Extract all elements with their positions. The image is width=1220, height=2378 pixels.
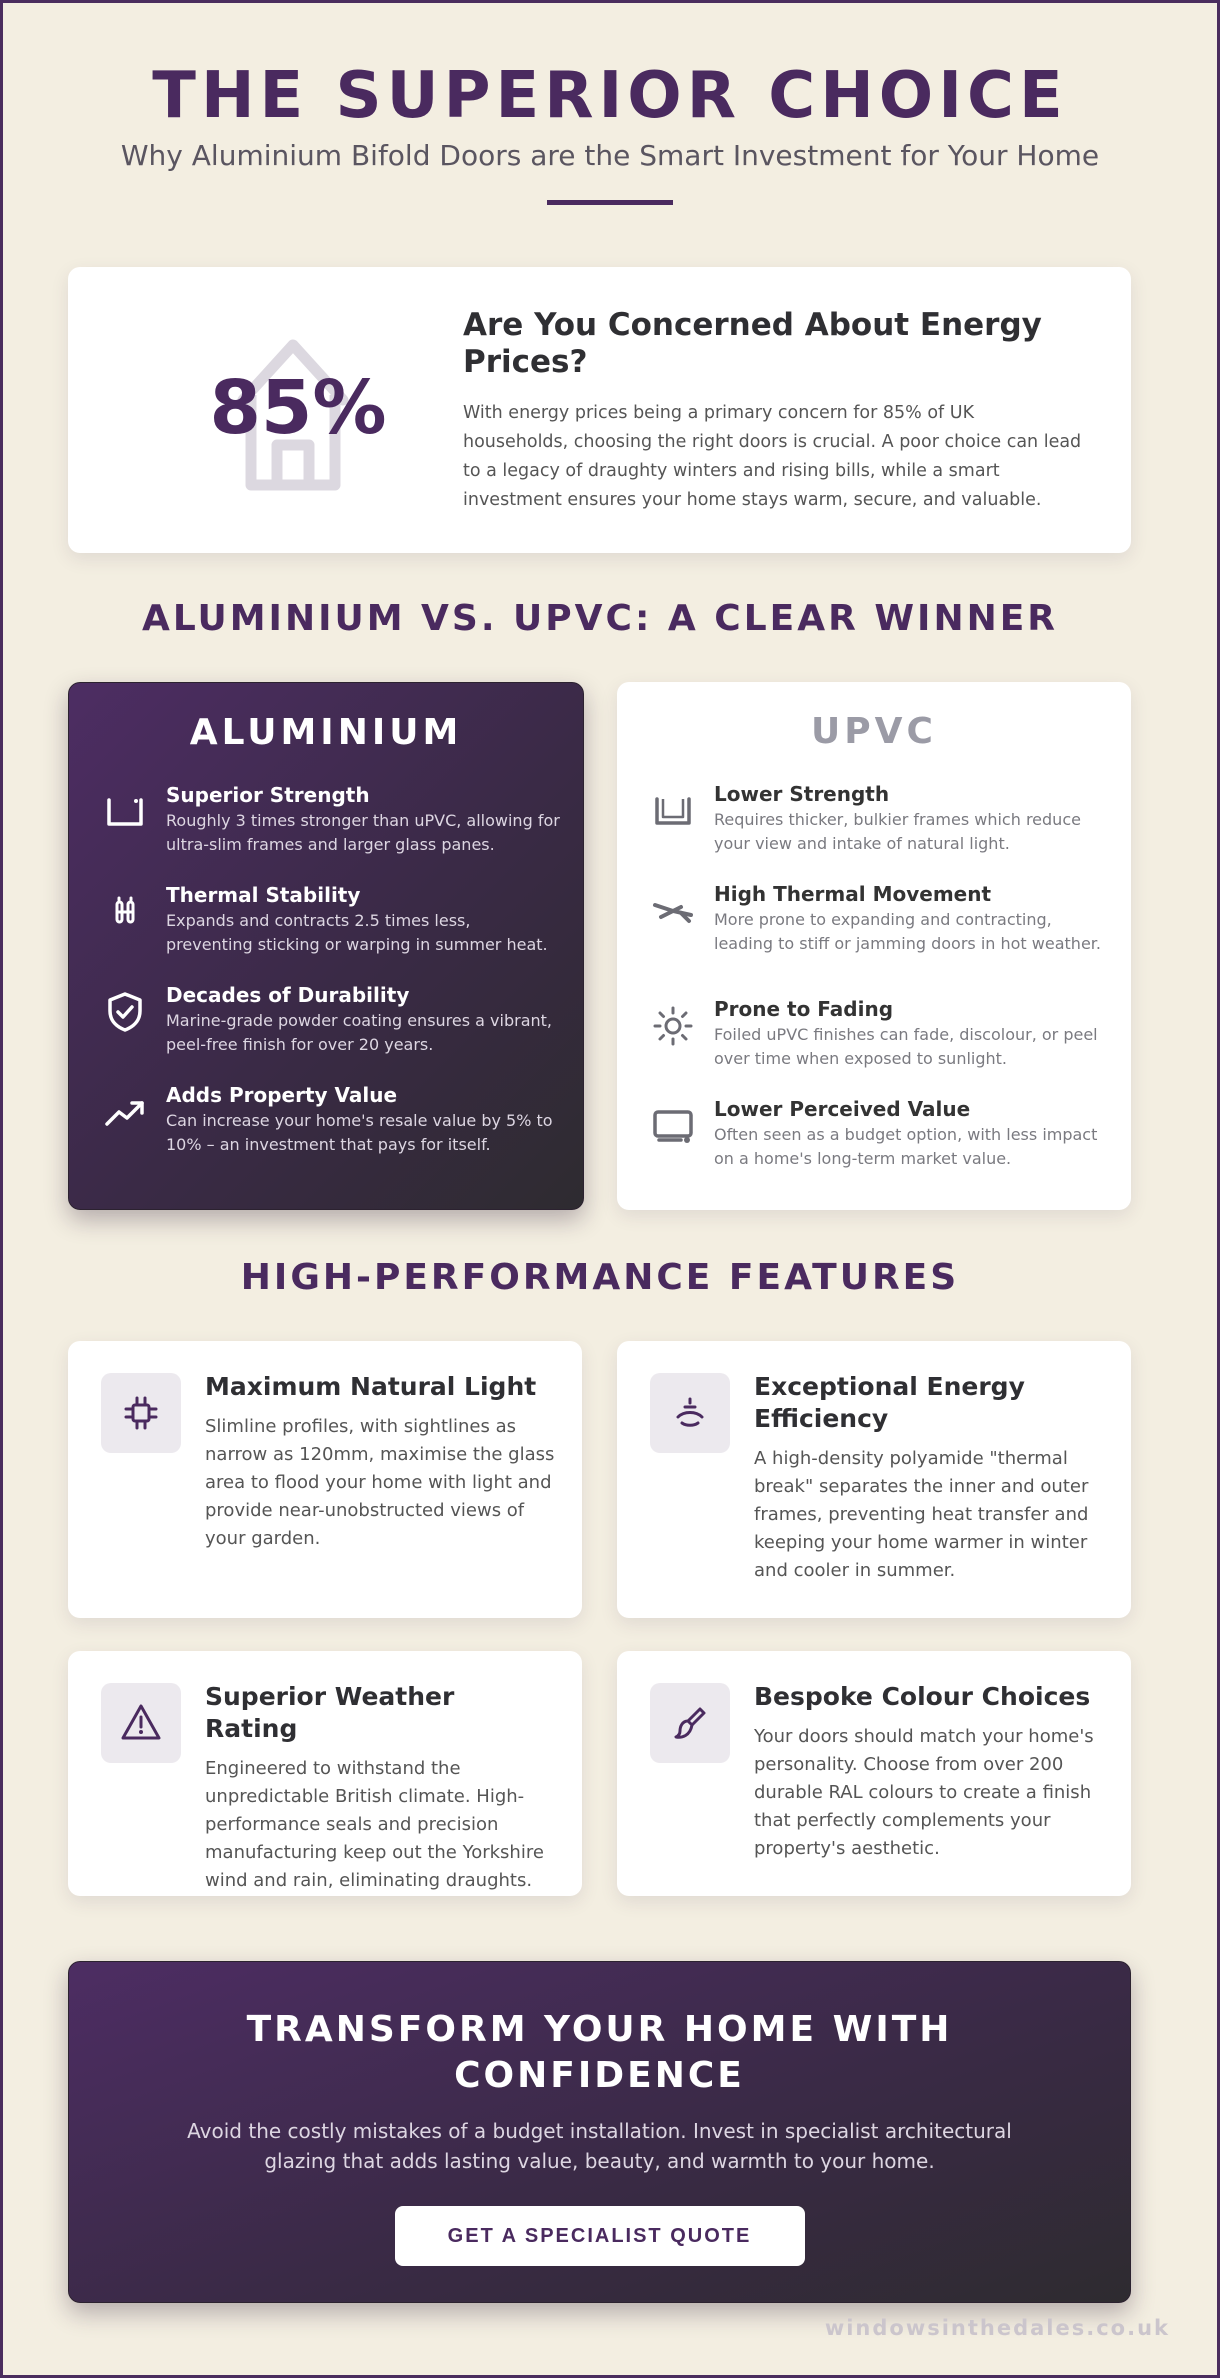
page-title: THE SUPERIOR CHOICE bbox=[152, 59, 1068, 133]
feature-desc: Your doors should match your home's personality. Choose from over 200 durable RAL colours to create a finish that perfectly complements your property's aesthetic. bbox=[754, 1726, 1094, 1859]
energy-concern-card bbox=[68, 267, 1131, 553]
aluminium-card bbox=[68, 682, 584, 1210]
list-item bbox=[69, 882, 583, 982]
item-desc: Marine-grade powder coating ensures a vibrant, peel-free finish for over 20 years. bbox=[166, 1011, 552, 1054]
feature-icon-box bbox=[101, 1373, 181, 1453]
features-title: HIGH-PERFORMANCE FEATURES bbox=[240, 1257, 960, 1298]
feature-text bbox=[205, 1681, 555, 1895]
energy-stat: 85% bbox=[209, 365, 387, 451]
feature-icon-box bbox=[101, 1683, 181, 1763]
get-quote-button[interactable]: GET A SPECIALIST QUOTE bbox=[395, 2206, 805, 2266]
item-desc: Foiled uPVC finishes can fade, discolour, or peel over time when exposed to sunlight. bbox=[714, 1025, 1098, 1068]
energy-heading: Are You Concerned About Energy Prices? bbox=[463, 307, 1042, 380]
feature-desc: Slimline profiles, with sightlines as narrow as 120mm, maximise the glass area to flood your home with light and provide near-unobstructed views of your garden. bbox=[205, 1416, 555, 1549]
item-name: Adds Property Value bbox=[166, 1083, 398, 1107]
upvc-heading: UPVC bbox=[811, 711, 937, 752]
feature-text bbox=[754, 1371, 1104, 1585]
upvc-card bbox=[617, 682, 1131, 1210]
item-desc: Can increase your home's resale value by 5% to 10% – an investment that pays for itself. bbox=[166, 1111, 553, 1154]
item-name: Decades of Durability bbox=[166, 983, 410, 1007]
header bbox=[0, 58, 1220, 205]
stat-graphic bbox=[178, 325, 408, 500]
list-item bbox=[69, 1082, 583, 1182]
frame-icon bbox=[651, 789, 695, 833]
cta-title: TRANSFORM YOUR HOME WITH CONFIDENCE bbox=[246, 2009, 953, 2096]
item-name: Superior Strength bbox=[166, 783, 370, 807]
item-name: Prone to Fading bbox=[714, 997, 894, 1021]
item-desc: Often seen as a budget option, with less impact on a home's long-term market value. bbox=[714, 1125, 1098, 1168]
item-desc: Requires thicker, bulkier frames which reduce your view and intake of natural light. bbox=[714, 810, 1081, 853]
list-item bbox=[617, 881, 1131, 996]
title-divider bbox=[547, 200, 673, 205]
list-item bbox=[69, 982, 583, 1082]
cta-body: Avoid the costly mistakes of a budget installation. Invest in specialist architectural glazing that adds lasting value, beauty, and warmth to your home. bbox=[187, 2119, 1012, 2173]
energy-text bbox=[463, 307, 1083, 515]
list-item bbox=[617, 781, 1131, 881]
energy-icon bbox=[670, 1393, 710, 1433]
feature-name: Bespoke Colour Choices bbox=[754, 1682, 1091, 1711]
footer-url[interactable]: windowsinthedales.co.uk bbox=[824, 2316, 1170, 2340]
item-name: Thermal Stability bbox=[166, 883, 361, 907]
item-desc: Roughly 3 times stronger than uPVC, allowing for ultra-slim frames and larger glass panes. bbox=[166, 811, 560, 854]
list-item bbox=[617, 1096, 1131, 1196]
feature-card-colour bbox=[617, 1651, 1131, 1896]
energy-body: With energy prices being a primary concern for 85% of UK households, choosing the right doors is crucial. A poor choice can lead to a legacy of draughty winters and rising bills, while a smart investment ensures your home stays warm, secure, and valuable. bbox=[463, 403, 1082, 510]
comparison-title: ALUMINIUM VS. UPVC: A CLEAR WINNER bbox=[141, 598, 1059, 639]
feature-text bbox=[754, 1681, 1104, 1863]
feature-desc: A high-density polyamide "thermal break" separates the inner and outer frames, preventing heat transfer and keeping your home warmer in winter and cooler in summer. bbox=[754, 1448, 1089, 1581]
warning-icon bbox=[119, 1701, 163, 1745]
warp-icon bbox=[651, 889, 695, 933]
page-subtitle: Why Aluminium Bifold Doors are the Smart Investment for Your Home bbox=[120, 139, 1100, 172]
item-desc: Expands and contracts 2.5 times less, preventing sticking or warping in summer heat. bbox=[166, 911, 548, 954]
feature-card-energy bbox=[617, 1341, 1131, 1618]
sun-icon bbox=[651, 1004, 695, 1048]
brush-icon bbox=[670, 1703, 710, 1743]
frame-icon bbox=[103, 790, 147, 834]
aluminium-heading: ALUMINIUM bbox=[189, 712, 463, 753]
feature-card-light bbox=[68, 1341, 582, 1618]
item-name: High Thermal Movement bbox=[714, 882, 992, 906]
cta-panel bbox=[68, 1961, 1131, 2303]
item-name: Lower Perceived Value bbox=[714, 1097, 971, 1121]
aluminium-list bbox=[69, 782, 583, 1182]
feature-icon-box bbox=[650, 1373, 730, 1453]
item-name: Lower Strength bbox=[714, 782, 890, 806]
feature-text bbox=[205, 1371, 555, 1553]
upvc-list bbox=[617, 781, 1131, 1196]
feature-card-weather bbox=[68, 1651, 582, 1896]
list-item bbox=[617, 996, 1131, 1096]
light-icon bbox=[121, 1393, 161, 1433]
shield-check-icon bbox=[103, 990, 147, 1034]
tag-icon bbox=[651, 1104, 695, 1148]
feature-name: Exceptional Energy Efficiency bbox=[754, 1372, 1025, 1433]
feature-name: Superior Weather Rating bbox=[205, 1682, 455, 1743]
feature-name: Maximum Natural Light bbox=[205, 1372, 537, 1401]
list-item bbox=[69, 782, 583, 882]
stability-icon bbox=[103, 890, 147, 934]
feature-desc: Engineered to withstand the unpredictable British climate. High-performance seals and precision manufacturing keep out the Yorkshire wind and rain, eliminating draughts. bbox=[205, 1758, 544, 1891]
trend-up-icon bbox=[103, 1090, 147, 1134]
item-desc: More prone to expanding and contracting, leading to stiff or jamming doors in hot weather. bbox=[714, 910, 1101, 953]
feature-icon-box bbox=[650, 1683, 730, 1763]
